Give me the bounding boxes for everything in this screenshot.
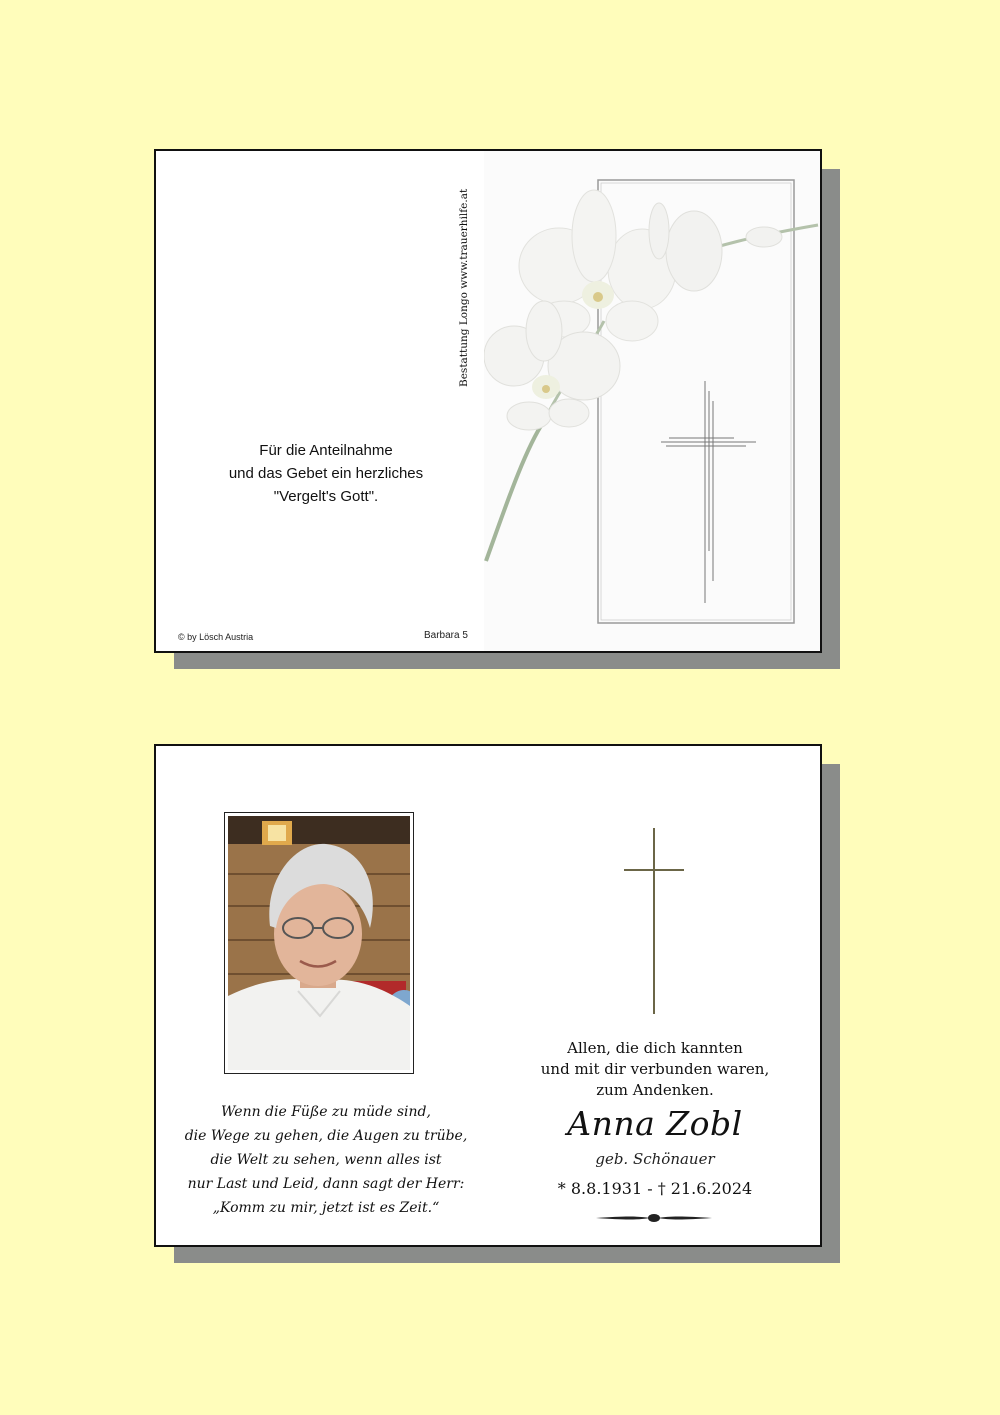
card-inside-sheet	[154, 149, 822, 653]
portrait-icon	[228, 816, 410, 1070]
poem-line: „Komm zu mir, jetzt ist es Zeit.“	[212, 1200, 440, 1216]
deceased-name: Anna Zobl	[567, 1104, 743, 1143]
memory-line: zum Andenken.	[596, 1081, 714, 1099]
memory-line: und mit dir verbunden waren,	[540, 1060, 770, 1078]
divider-ornament-icon	[594, 1212, 714, 1224]
maiden-name: geb. Schönauer	[595, 1150, 715, 1168]
poem-line: Wenn die Füße zu müde sind,	[221, 1104, 431, 1120]
copyright-note: © by Lösch Austria	[178, 632, 254, 642]
thanks-line: "Vergelt's Gott".	[273, 488, 379, 505]
thanks-text	[176, 439, 476, 508]
poem-line: nur Last und Leid, dann sagt der Herr:	[187, 1176, 465, 1192]
thanks-line: Für die Anteilnahme	[259, 442, 393, 459]
poem-text	[166, 1100, 486, 1220]
poem-line: die Wege zu gehen, die Augen zu trübe,	[184, 1128, 468, 1144]
cross-icon	[622, 828, 686, 1014]
orchid-image	[484, 151, 820, 651]
life-dates: * 8.8.1931 - † 21.6.2024	[557, 1179, 753, 1198]
card-model-label: Barbara 5	[424, 630, 468, 641]
thanks-line: und das Gebet ein herzliches	[228, 465, 424, 482]
card-front-sheet	[154, 744, 822, 1247]
poem-line: die Welt zu sehen, wenn alles ist	[210, 1152, 442, 1168]
memory-line: Allen, die dich kannten	[567, 1039, 743, 1057]
funeral-home-credit: Bestattung Longo www.trauerhilfe.at	[458, 188, 470, 387]
portrait-photo	[224, 812, 414, 1074]
orchid-icon	[484, 151, 820, 651]
memory-text	[496, 1038, 814, 1101]
card-inside	[154, 149, 822, 653]
